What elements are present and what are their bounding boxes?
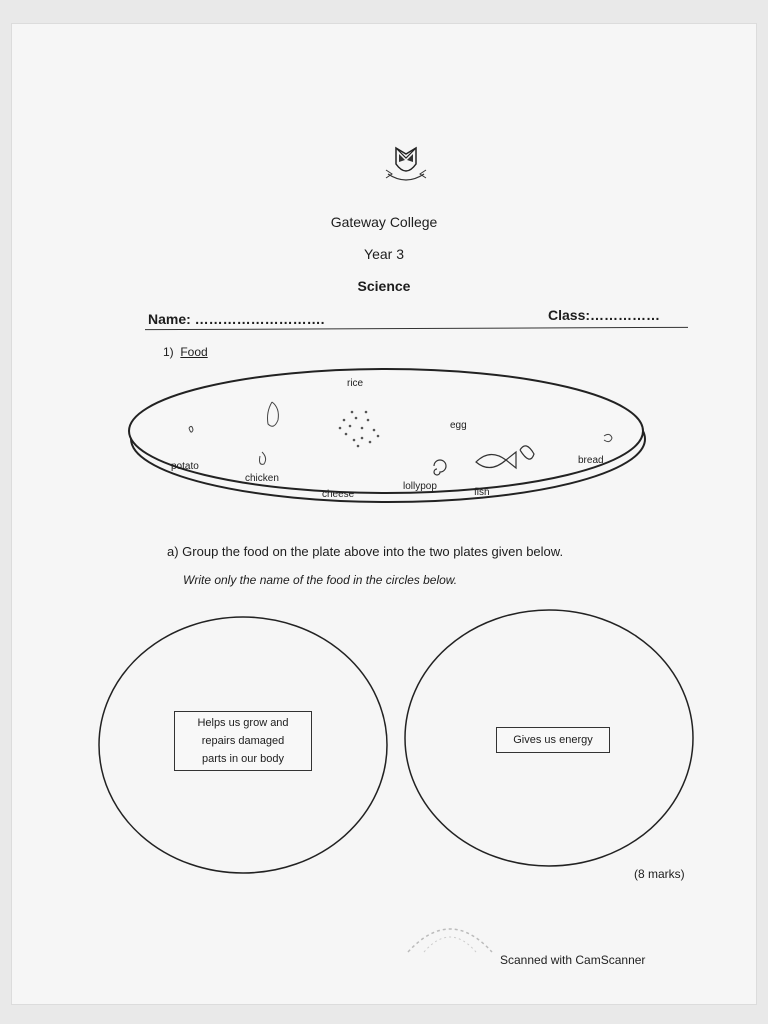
question-title: Food [180,345,208,359]
label-line-2: repairs damaged [201,735,285,747]
faded-stamp-mark [400,912,500,962]
part-a-instruction: a) Group the food on the plate above into the two plates given below. [167,544,564,559]
school-name: Gateway College [330,214,438,230]
year-level: Year 3 [364,246,404,262]
subject-title: Science [357,278,411,294]
food-label-cheese: cheese [322,489,355,500]
label-line-3: parts in our body [202,753,284,765]
student-class-field[interactable]: Class:…………… [548,307,661,323]
food-label-lollypop: lollypop [403,481,437,492]
food-label-fish: fish [474,487,490,498]
food-label-bread: bread [578,455,604,466]
question-number: 1) [163,345,174,359]
label-grow-and-repair [174,711,312,771]
student-name-field[interactable]: Name: ………………………. [148,311,325,327]
food-plate [129,369,643,493]
label-line-1: Helps us grow and [197,717,289,729]
food-label-rice: rice [347,378,364,389]
food-label-egg: egg [450,420,467,431]
marks-label: (8 marks) [634,867,685,881]
part-a-note: Write only the name of the food in the circles below. [183,573,458,587]
food-label-chicken: chicken [245,473,279,484]
label-energy: Gives us energy [496,727,610,753]
camscanner-watermark: Scanned with CamScanner [500,953,646,967]
food-label-potato: potato [171,461,199,472]
